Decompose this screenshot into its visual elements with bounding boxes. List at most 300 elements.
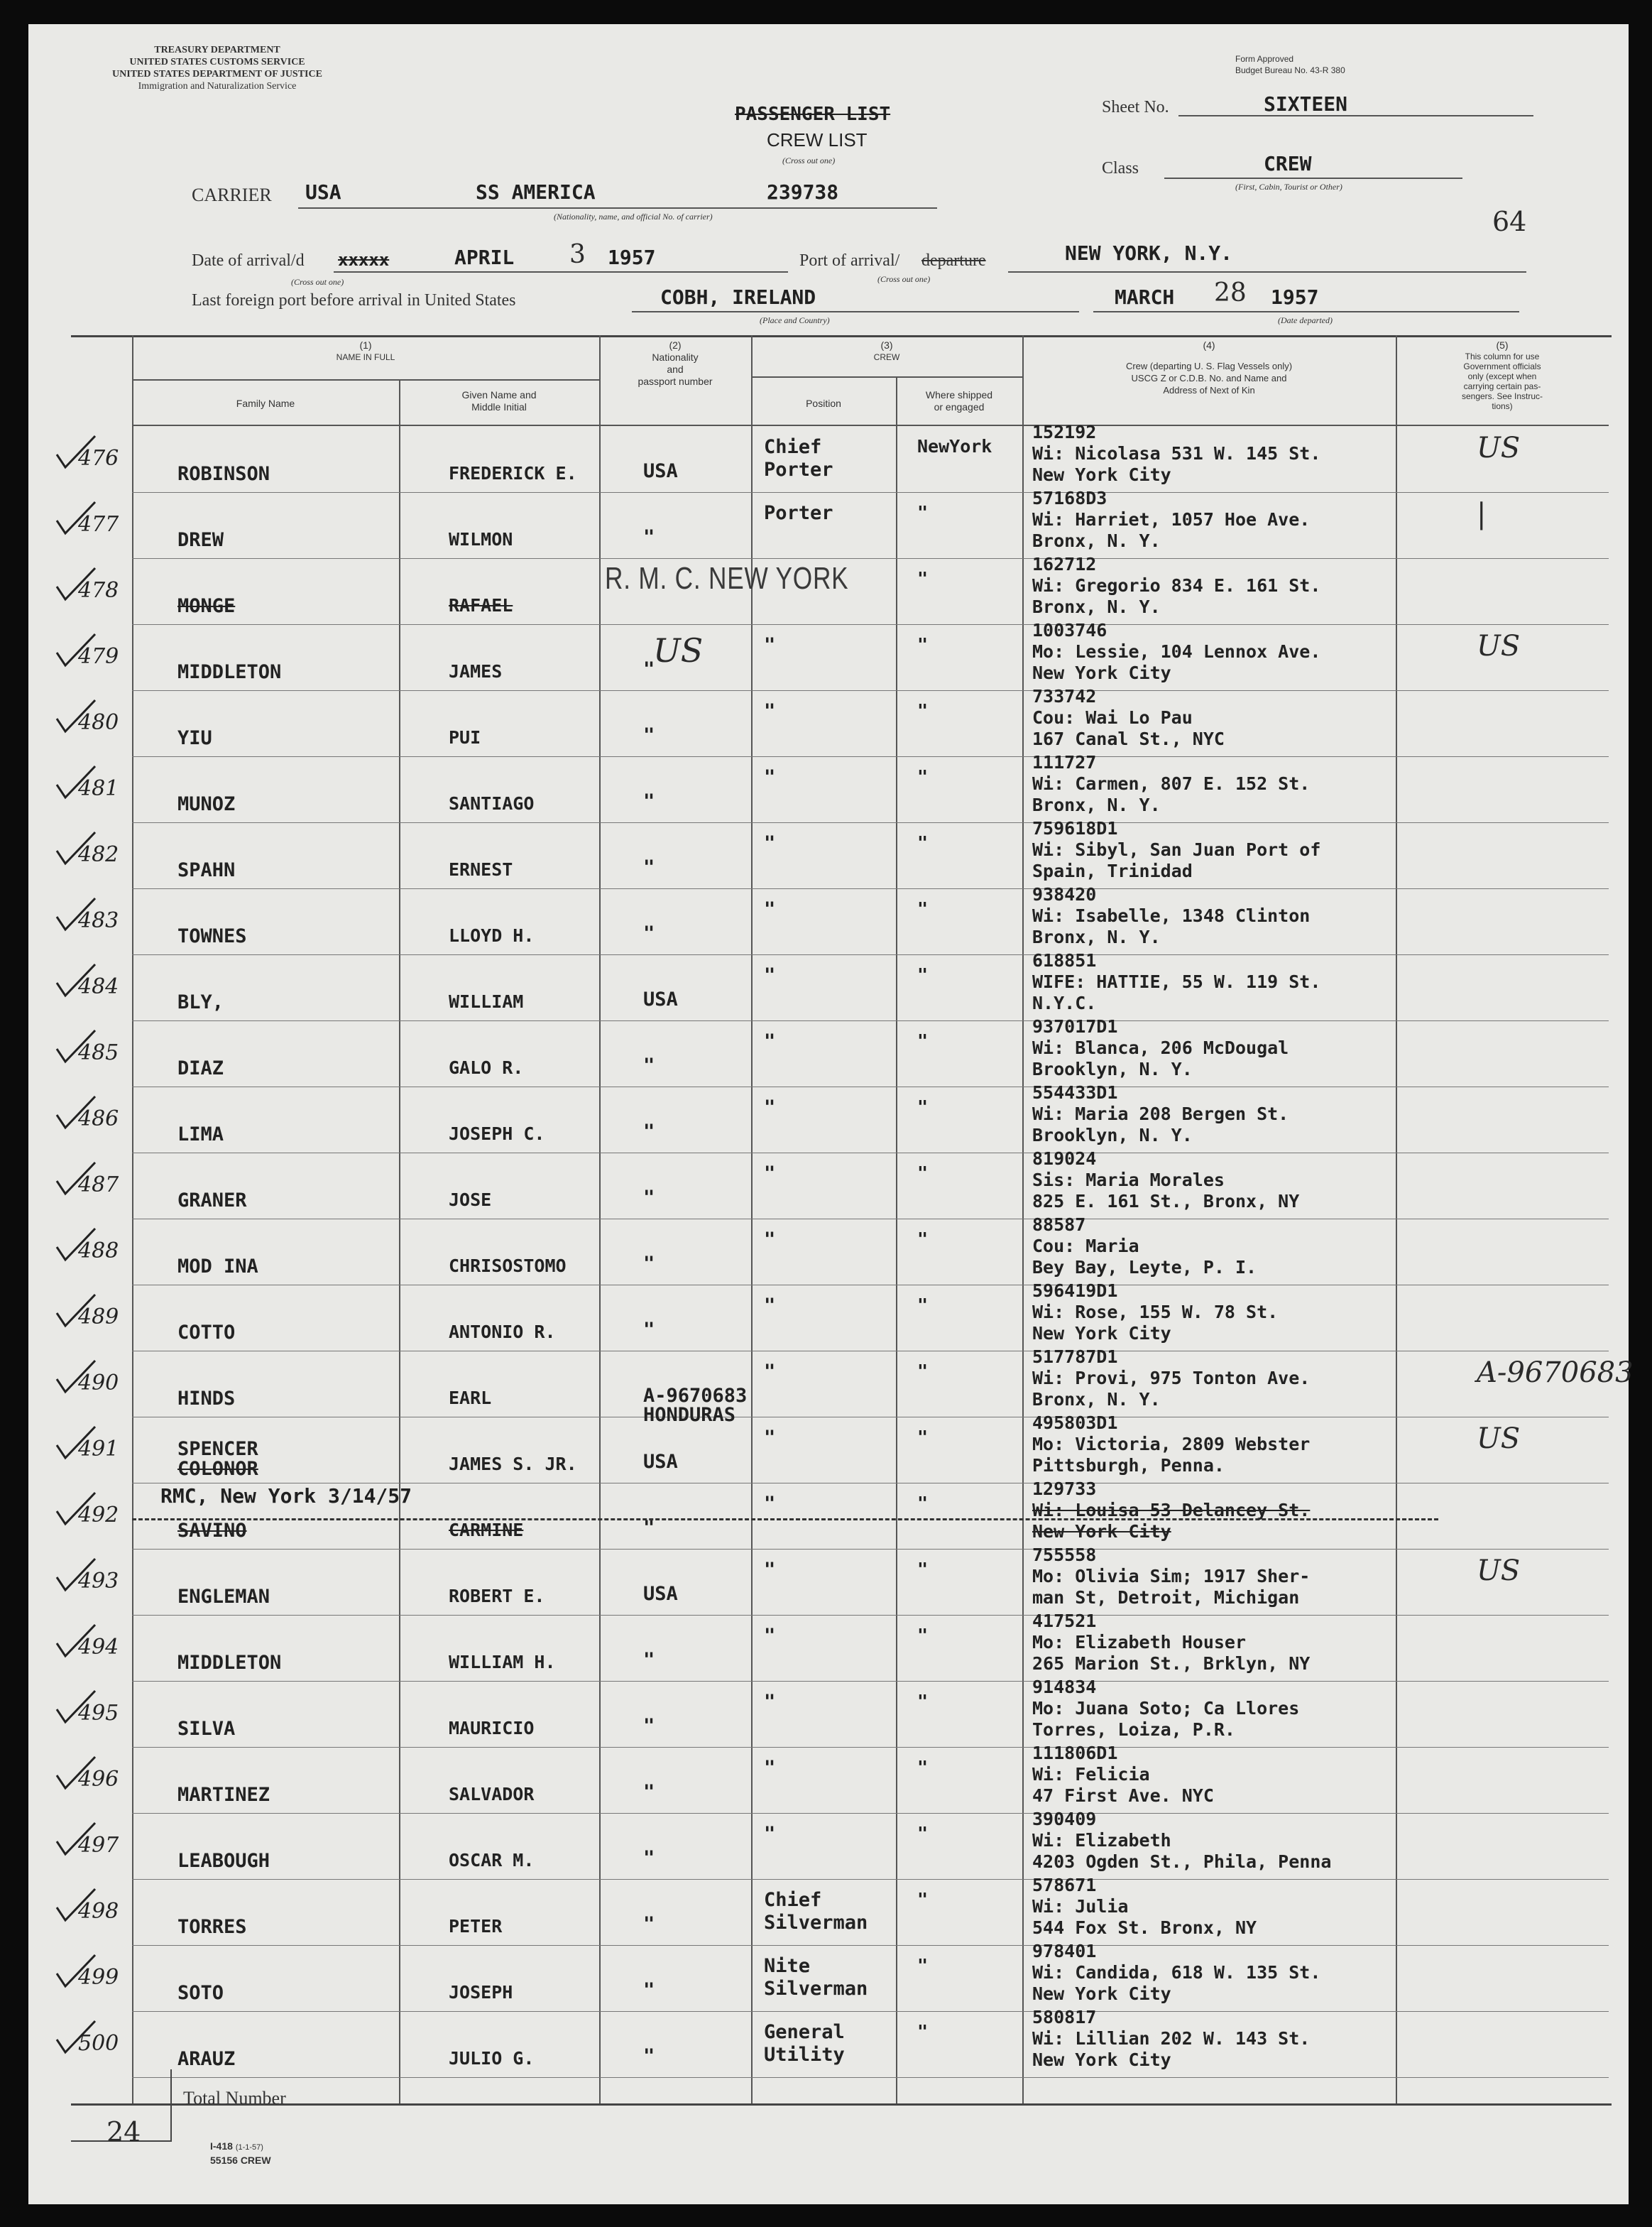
next-of-kin-line: Mo: Juana Soto; Ca Llores	[1032, 1698, 1300, 1719]
position: "	[764, 1229, 776, 1251]
where-shipped: "	[917, 1625, 929, 1645]
next-of-kin-line: 596419D1	[1032, 1280, 1118, 1301]
nationality: USA	[643, 1583, 678, 1605]
family-name-struck: COLONOR	[177, 1458, 258, 1480]
check-mark-icon	[54, 963, 97, 998]
family-name: ENGLEMAN	[177, 1586, 270, 1608]
row-number: 481	[78, 776, 119, 801]
where-shipped: "	[917, 1096, 929, 1117]
row-divider	[132, 888, 1609, 889]
row-divider	[132, 1615, 1609, 1616]
given-name: CARMINE	[449, 1520, 524, 1540]
nationality: "	[643, 526, 655, 548]
next-of-kin-line: Cou: Maria	[1032, 1236, 1139, 1256]
next-of-kin-line: Bronx, N. Y.	[1032, 530, 1161, 551]
where-shipped: "	[917, 700, 929, 721]
next-of-kin-line: 88587	[1032, 1214, 1086, 1235]
position: "	[764, 700, 776, 722]
next-of-kin-line: Wi: Julia	[1032, 1896, 1129, 1917]
next-of-kin-line: 618851	[1032, 950, 1097, 971]
agency-line-2: UNITED STATES CUSTOMS SERVICE	[129, 57, 305, 67]
total-value: 24	[106, 2116, 141, 2147]
row-divider	[132, 954, 1609, 955]
position: "	[764, 832, 776, 854]
class-value: CREW	[1264, 152, 1312, 175]
next-of-kin-line: 580817	[1032, 2007, 1097, 2027]
row-number: 486	[78, 1106, 119, 1131]
cross-out-hint-1: (Cross out one)	[782, 156, 836, 165]
family-name: LEABOUGH	[177, 1850, 270, 1872]
row-number: 495	[78, 1701, 119, 1726]
where-shipped: "	[917, 1757, 929, 1777]
row-divider	[132, 1549, 1609, 1550]
row-number: 484	[78, 974, 119, 999]
col4-title: Crew (departing U. S. Flag Vessels only) USCG Z or C.D.B. No. and Name and Address of Next of Kin	[1125, 361, 1293, 396]
family-name: YIU	[177, 727, 212, 749]
date-label: Date of arrival/d	[192, 251, 305, 270]
agency-line-3: UNITED STATES DEPARTMENT OF JUSTICE	[112, 69, 322, 80]
given-name: OSCAR M.	[449, 1850, 535, 1871]
next-of-kin-line: Wi: Provi, 975 Tonton Ave.	[1032, 1368, 1311, 1388]
check-mark-icon	[54, 2020, 97, 2055]
next-of-kin-line: Torres, Loiza, P.R.	[1032, 1719, 1235, 1740]
last-port-value: COBH, IRELAND	[660, 285, 816, 309]
next-of-kin-line: Wi: Felicia	[1032, 1764, 1150, 1785]
col4-number: (4)	[1203, 339, 1215, 351]
next-of-kin-line: 390409	[1032, 1809, 1097, 1829]
given-name: RAFAEL	[449, 595, 513, 616]
col1-header	[132, 339, 599, 364]
family-name: ARAUZ	[177, 2048, 236, 2070]
next-of-kin-line: Bey Bay, Leyte, P. I.	[1032, 1257, 1257, 1278]
row-number: 476	[78, 446, 119, 471]
check-mark-icon	[54, 1623, 97, 1659]
position: "	[764, 1559, 776, 1581]
row-number: 493	[78, 1569, 119, 1594]
nationality-handwritten: US	[653, 631, 704, 670]
row-divider	[132, 690, 1609, 691]
check-mark-icon	[54, 1227, 97, 1263]
nationality: "	[643, 1055, 655, 1077]
col5-header	[1396, 339, 1609, 411]
next-of-kin-line: 167 Canal St., NYC	[1032, 729, 1225, 749]
departed-hint: (Date departed)	[1278, 315, 1333, 325]
where-shipped: "	[917, 1691, 929, 1711]
family-name: SILVA	[177, 1718, 236, 1740]
row-divider	[132, 1879, 1609, 1880]
row-divider	[132, 1681, 1609, 1682]
position: "	[764, 1823, 776, 1845]
nationality: "	[643, 790, 655, 812]
given-name: PUI	[449, 727, 481, 748]
next-of-kin-line: Mo: Olivia Sim; 1917 Sher-	[1032, 1566, 1311, 1586]
next-of-kin-line: 4203 Ogden St., Phila, Penna	[1032, 1851, 1332, 1872]
row-number: 496	[78, 1767, 119, 1792]
nationality: "	[643, 1187, 655, 1209]
check-mark-icon	[54, 831, 97, 866]
family-name: ROBINSON	[177, 463, 270, 485]
crew-list-form	[28, 24, 1634, 2204]
shipped-header: Where shipped or engaged	[925, 389, 993, 413]
position: "	[764, 1361, 776, 1383]
row-number: 480	[78, 710, 119, 735]
col5-title: This column for use Government officials only (except when carrying certain pas- sengers. See Instruc- tions)	[1461, 352, 1543, 411]
row-divider	[132, 558, 1609, 559]
position: "	[764, 898, 776, 920]
official-note: A-9670683	[1477, 1356, 1634, 1389]
nationality: "	[643, 1319, 655, 1341]
next-of-kin-line: Wi: Blanca, 206 McDougal	[1032, 1038, 1289, 1058]
next-of-kin-line: 914834	[1032, 1677, 1097, 1697]
next-of-kin-line: 57168D3	[1032, 488, 1107, 508]
where-shipped: "	[917, 964, 929, 985]
cross-out-hint-2: (Cross out one)	[291, 277, 344, 287]
next-of-kin-line: Bronx, N. Y.	[1032, 1389, 1161, 1410]
given-name: LLOYD H.	[449, 925, 535, 946]
nationality: USA	[643, 1451, 678, 1473]
where-shipped: "	[917, 1955, 929, 1976]
row-number: 499	[78, 1965, 119, 1990]
nationality: "	[643, 1913, 655, 1935]
given-name: ERNEST	[449, 859, 513, 880]
family-name: SPAHN	[177, 859, 236, 881]
next-of-kin-line: Mo: Victoria, 2809 Webster	[1032, 1434, 1311, 1454]
next-of-kin-line: 759618D1	[1032, 818, 1118, 839]
position: "	[764, 1295, 776, 1317]
family-name: SOTO	[177, 1982, 224, 2004]
family-name-header: Family Name	[236, 398, 295, 409]
agency-header	[54, 44, 381, 92]
position: General Utility	[764, 2021, 845, 2066]
col2-number: (2)	[669, 339, 682, 351]
given-name: SALVADOR	[449, 1784, 535, 1804]
nationality: "	[643, 1781, 655, 1803]
family-name: TOWNES	[177, 925, 247, 947]
row-divider	[132, 2011, 1609, 2012]
nationality: "	[643, 1121, 655, 1143]
next-of-kin-line: New York City	[1032, 1521, 1171, 1542]
given-name: ANTONIO R.	[449, 1322, 556, 1342]
row-divider	[132, 1020, 1609, 1021]
where-shipped: "	[917, 568, 929, 589]
row-number: 487	[78, 1172, 119, 1197]
family-name: MUNOZ	[177, 793, 236, 815]
position: "	[764, 1493, 776, 1515]
check-mark-icon	[54, 1359, 97, 1395]
family-name: SAVINO	[177, 1520, 247, 1542]
row-divider	[132, 822, 1609, 823]
family-name: DREW	[177, 529, 224, 551]
nationality: "	[643, 1847, 655, 1869]
check-mark-icon	[54, 1822, 97, 1857]
check-mark-icon	[54, 1425, 97, 1461]
check-mark-icon	[54, 1888, 97, 1923]
given-name: MAURICIO	[449, 1718, 535, 1738]
carrier-name: SS AMERICA	[476, 180, 596, 204]
row-number: 500	[78, 2031, 119, 2056]
next-of-kin-line: 162712	[1032, 554, 1097, 575]
row-number: 477	[78, 512, 119, 537]
col2-title: Nationality and passport number	[638, 352, 713, 387]
row-number: 491	[78, 1437, 119, 1461]
next-of-kin-line: 544 Fox St. Bronx, NY	[1032, 1917, 1257, 1938]
position: Chief Silverman	[764, 1889, 868, 1934]
given-name: ROBERT E.	[449, 1586, 545, 1606]
given-name: WILMON	[449, 529, 513, 550]
given-name: PETER	[449, 1916, 503, 1937]
agency-line-1: TREASURY DEPARTMENT	[154, 45, 280, 55]
col4-header	[1022, 339, 1396, 396]
next-of-kin-line: 417521	[1032, 1611, 1097, 1631]
next-of-kin-line: Brooklyn, N. Y.	[1032, 1059, 1193, 1079]
next-of-kin-line: 129733	[1032, 1479, 1097, 1499]
cross-out-hint-3: (Cross out one)	[877, 274, 931, 284]
family-name: GRANER	[177, 1189, 247, 1211]
where-shipped: "	[917, 766, 929, 787]
next-of-kin-line: New York City	[1032, 1983, 1171, 2004]
check-mark-icon	[54, 1689, 97, 1725]
next-of-kin-line: Bronx, N. Y.	[1032, 597, 1161, 617]
next-of-kin-line: New York City	[1032, 663, 1171, 683]
next-of-kin-line: 1003746	[1032, 620, 1107, 641]
next-of-kin-line: Pittsburgh, Penna.	[1032, 1455, 1225, 1476]
next-of-kin-line: Cou: Wai Lo Pau	[1032, 707, 1193, 728]
given-name: WILLIAM	[449, 991, 524, 1012]
next-of-kin-line: New York City	[1032, 464, 1171, 485]
check-mark-icon	[54, 1491, 97, 1527]
row-number: 482	[78, 842, 119, 867]
next-of-kin-line: Wi: Rose, 155 W. 78 St.	[1032, 1302, 1279, 1322]
position: Nite Silverman	[764, 1955, 868, 2000]
next-of-kin-line: 978401	[1032, 1941, 1097, 1961]
next-of-kin-line: Wi: Nicolasa 531 W. 145 St.	[1032, 443, 1321, 464]
check-mark-icon	[54, 567, 97, 602]
carrier-hint: (Nationality, name, and official No. of carrier)	[554, 212, 713, 222]
family-name: TORRES	[177, 1916, 247, 1938]
next-of-kin-line: Wi: Carmen, 807 E. 152 St.	[1032, 773, 1311, 794]
row-number: 489	[78, 1305, 119, 1329]
where-shipped: "	[917, 1823, 929, 1844]
where-shipped: NewYork	[917, 436, 992, 457]
port-struck: departure	[921, 251, 986, 270]
departed-year: 1957	[1271, 285, 1319, 309]
next-of-kin-line: Wi: Gregorio 834 E. 161 St.	[1032, 575, 1321, 596]
next-of-kin-line: 578671	[1032, 1875, 1097, 1895]
class-label: Class	[1102, 159, 1139, 178]
next-of-kin-line: 111806D1	[1032, 1743, 1118, 1763]
form-series: 55156 CREW	[210, 2155, 271, 2166]
row-number: 479	[78, 644, 119, 669]
departed-day: 28	[1214, 278, 1247, 307]
rmc-note: RMC, New York 3/14/57	[160, 1484, 412, 1508]
next-of-kin-line: Wi: Sibyl, San Juan Port of	[1032, 839, 1321, 860]
given-name: EARL	[449, 1388, 492, 1408]
next-of-kin-line: 825 E. 161 St., Bronx, NY	[1032, 1191, 1300, 1211]
page-number: 64	[1492, 206, 1527, 237]
col1-title: NAME IN FULL	[336, 352, 395, 362]
class-hint: (First, Cabin, Tourist or Other)	[1235, 182, 1342, 192]
family-name: MOD INA	[177, 1256, 258, 1278]
official-note: US	[1477, 1554, 1521, 1587]
list-type: CREW LIST	[767, 129, 868, 151]
next-of-kin-line: WIFE: HATTIE, 55 W. 119 St.	[1032, 971, 1321, 992]
nationality: "	[643, 1715, 655, 1737]
check-mark-icon	[54, 1161, 97, 1197]
check-mark-icon	[54, 1029, 97, 1065]
check-mark-icon	[54, 1095, 97, 1131]
where-shipped: "	[917, 1162, 929, 1183]
next-of-kin-line: 733742	[1032, 686, 1097, 707]
where-shipped: "	[917, 1427, 929, 1447]
next-of-kin-line: Wi: Candida, 618 W. 135 St.	[1032, 1962, 1321, 1983]
position: "	[764, 1162, 776, 1185]
next-of-kin-line: 265 Marion St., Brklyn, NY	[1032, 1653, 1311, 1674]
rmc-stamp: R. M. C. NEW YORK	[605, 561, 849, 596]
row-number: 488	[78, 1238, 119, 1263]
next-of-kin-line: man St, Detroit, Michigan	[1032, 1587, 1300, 1608]
where-shipped: "	[917, 1229, 929, 1249]
where-shipped: "	[917, 898, 929, 919]
position: "	[764, 766, 776, 788]
given-name: CHRISOSTOMO	[449, 1256, 567, 1276]
row-divider	[132, 492, 1609, 493]
family-name: COTTO	[177, 1322, 236, 1344]
next-of-kin-line: 152192	[1032, 422, 1097, 442]
next-of-kin-line: Bronx, N. Y.	[1032, 927, 1161, 947]
carrier-number: 239738	[767, 180, 839, 204]
next-of-kin-line: 938420	[1032, 884, 1097, 905]
form-code-id: I-418	[210, 2140, 233, 2152]
check-mark-icon	[54, 435, 97, 470]
next-of-kin-line: Bronx, N. Y.	[1032, 795, 1161, 815]
next-of-kin-line: 755558	[1032, 1545, 1097, 1565]
last-port-hint: (Place and Country)	[760, 315, 830, 325]
next-of-kin-line: New York City	[1032, 2049, 1171, 2070]
agency-line-4: Immigration and Naturalization Service	[138, 81, 297, 92]
nationality: A-9670683 HONDURAS	[643, 1385, 748, 1426]
form-code-date: (1-1-57)	[235, 2143, 263, 2152]
family-name: MIDDLETON	[177, 1652, 282, 1674]
nationality: "	[643, 922, 655, 944]
col5-number: (5)	[1496, 339, 1509, 351]
date-year: 1957	[608, 246, 656, 269]
nationality: "	[643, 856, 655, 878]
col3-title: CREW	[873, 352, 900, 362]
sheet-value: SIXTEEN	[1264, 92, 1348, 116]
row-divider	[132, 1813, 1609, 1814]
nationality: "	[643, 1979, 655, 2001]
family-name: MARTINEZ	[177, 1784, 270, 1806]
where-shipped: "	[917, 1889, 929, 1910]
nationality: "	[643, 658, 655, 680]
given-name-header: Given Name and Middle Initial	[461, 389, 537, 413]
check-mark-icon	[54, 1954, 97, 1989]
row-number: 494	[78, 1635, 119, 1660]
sheet-label: Sheet No.	[1102, 98, 1169, 116]
position: "	[764, 1625, 776, 1647]
row-number: 485	[78, 1040, 119, 1065]
given-name: JAMES	[449, 661, 503, 682]
carrier-nationality: USA	[305, 180, 341, 204]
form-code	[210, 2140, 263, 2152]
position: Chief Porter	[764, 436, 833, 481]
form-approved: Form Approved	[1235, 54, 1294, 64]
next-of-kin-line: 47 First Ave. NYC	[1032, 1785, 1214, 1806]
family-name: SPENCER	[177, 1438, 258, 1460]
given-name: FREDERICK E.	[449, 463, 577, 484]
given-name: JULIO G.	[449, 2048, 535, 2069]
next-of-kin-line: Wi: Louisa 53 Delancey St.	[1032, 1500, 1311, 1520]
col3-header	[751, 339, 1022, 364]
row-number: 478	[78, 578, 119, 603]
next-of-kin-line: Wi: Harriet, 1057 Hoe Ave.	[1032, 509, 1311, 530]
given-name: GALO R.	[449, 1057, 524, 1078]
row-divider	[132, 2077, 1609, 2078]
where-shipped: "	[917, 1030, 929, 1051]
where-shipped: "	[917, 832, 929, 853]
position-header: Position	[806, 398, 841, 409]
where-shipped: "	[917, 1559, 929, 1579]
nationality: "	[643, 1517, 655, 1539]
position: "	[764, 964, 776, 986]
family-name: DIAZ	[177, 1057, 224, 1079]
official-note: US	[1477, 1422, 1521, 1455]
row-number: 483	[78, 908, 119, 933]
row-divider	[132, 1945, 1609, 1946]
next-of-kin-line: Brooklyn, N. Y.	[1032, 1125, 1193, 1145]
col3-number: (3)	[880, 339, 893, 351]
official-note: US	[1477, 432, 1521, 464]
position: "	[764, 1757, 776, 1779]
next-of-kin-line: 937017D1	[1032, 1016, 1118, 1037]
next-of-kin-line: Wi: Lillian 202 W. 143 St.	[1032, 2028, 1311, 2049]
next-of-kin-line: Wi: Elizabeth	[1032, 1830, 1171, 1851]
check-mark-icon	[54, 1293, 97, 1329]
date-month: APRIL	[454, 246, 515, 269]
next-of-kin-line: New York City	[1032, 1323, 1171, 1344]
next-of-kin-line: 111727	[1032, 752, 1097, 773]
family-name: MIDDLETON	[177, 661, 282, 683]
check-mark-icon	[54, 897, 97, 932]
nationality: USA	[643, 989, 678, 1011]
carrier-label: CARRIER	[192, 185, 272, 205]
check-mark-icon	[54, 633, 97, 668]
next-of-kin-line: Mo: Elizabeth Houser	[1032, 1632, 1247, 1652]
next-of-kin-line: Sis: Maria Morales	[1032, 1170, 1225, 1190]
position: "	[764, 1691, 776, 1713]
position: Porter	[764, 502, 833, 524]
position: "	[764, 1030, 776, 1052]
total-label: Total Number	[183, 2088, 286, 2108]
family-name: MONGE	[177, 595, 236, 617]
check-mark-icon	[54, 501, 97, 536]
port-value: NEW YORK, N.Y.	[1065, 241, 1233, 265]
next-of-kin-line: Wi: Maria 208 Bergen St.	[1032, 1104, 1289, 1124]
where-shipped: "	[917, 502, 929, 523]
given-name: JAMES S. JR.	[449, 1454, 577, 1474]
where-shipped: "	[917, 1295, 929, 1315]
check-mark-icon	[54, 765, 97, 800]
given-name: JOSE	[449, 1189, 492, 1210]
where-shipped: "	[917, 2021, 929, 2042]
official-note: US	[1477, 630, 1521, 663]
given-name: JOSEPH C.	[449, 1123, 545, 1144]
nationality: "	[643, 724, 655, 746]
port-label: Port of arrival/	[799, 251, 900, 270]
where-shipped: "	[917, 1361, 929, 1381]
next-of-kin-line: 517787D1	[1032, 1346, 1118, 1367]
last-port-label: Last foreign port before arrival in United States	[192, 291, 516, 310]
